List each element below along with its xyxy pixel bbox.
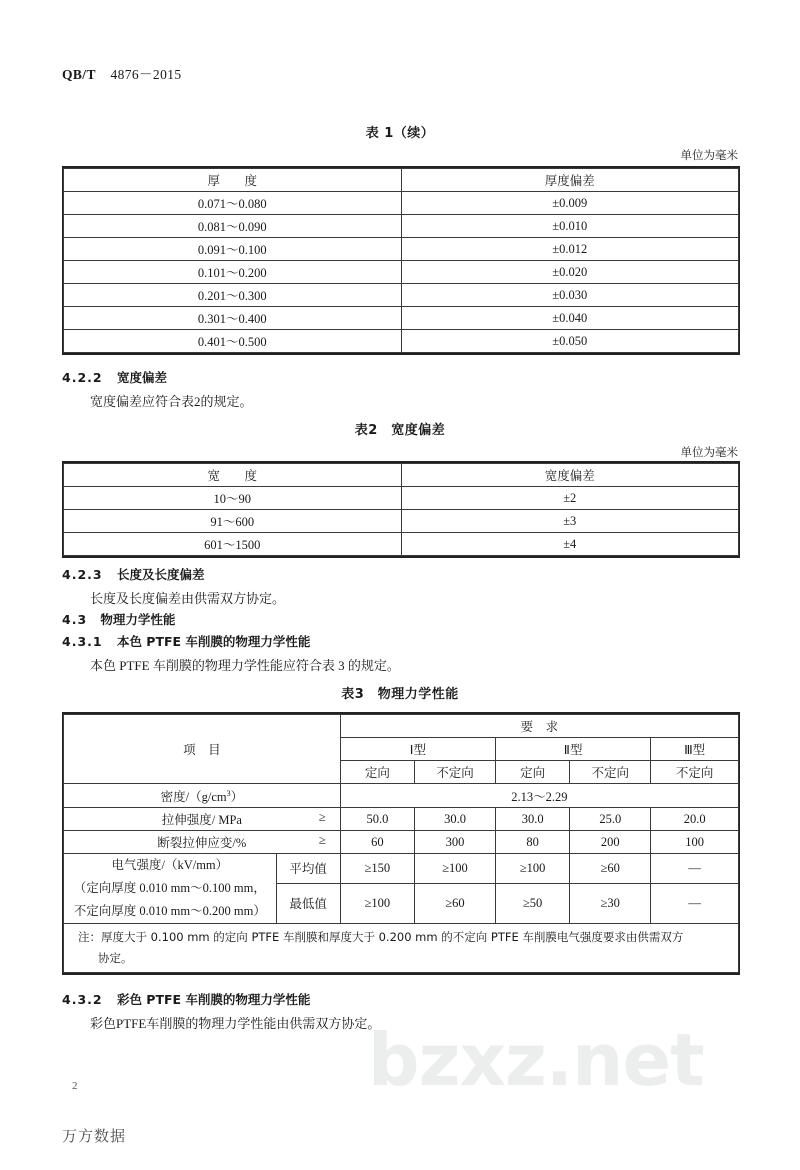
table3-sublabel-minimum: 最低值 <box>276 883 340 924</box>
table3-item-elongation <box>64 831 341 854</box>
table-row <box>64 784 739 808</box>
table3-value-density: 2.13～2.29 <box>340 784 738 808</box>
table3-cell-value: ≥60 <box>570 854 651 884</box>
table-row <box>64 487 739 510</box>
table3-electrical-line1: 电气强度/（kV/mm） <box>111 858 229 872</box>
table2-cell-tolerance: ±3 <box>401 510 739 533</box>
table3-cell-value: ≥150 <box>340 854 414 884</box>
table2-cell-width: 91～600 <box>64 510 402 533</box>
table1-cell-tolerance: ±0.012 <box>401 238 739 261</box>
table2-cell-width: 601～1500 <box>64 533 402 556</box>
table3-cell-value: ≥100 <box>340 883 414 924</box>
watermark-bzxz: bzxz.net <box>368 1018 704 1102</box>
section-4-2-2-body: 宽度偏差应符合表2的规定。 <box>90 394 253 409</box>
source-watermark: 万方数据 <box>62 1127 127 1145</box>
table1-header-row <box>64 169 739 192</box>
table3-item-density-label: 密度/（g/cm <box>160 789 227 804</box>
section-4-2-2-title: 宽度偏差 <box>116 370 167 385</box>
table3-header-row-1 <box>64 715 739 738</box>
section-4-2-2-number: 4.2.2 <box>62 370 103 385</box>
section-4-3-1-heading <box>62 632 310 650</box>
section-4-3-2-body: 彩色PTFE车削膜的物理力学性能由供需双方协定。 <box>90 1016 381 1031</box>
section-4-3-number: 4.3 <box>62 612 88 627</box>
table3-item-elongation-operator: ≥ <box>318 833 326 847</box>
table3-orientation: 定向 <box>496 761 570 784</box>
table3-cell-value: 25.0 <box>570 808 651 831</box>
table-row <box>64 238 739 261</box>
section-4-2-3-title: 长度及长度偏差 <box>116 567 205 582</box>
table1-cell-thickness: 0.401～0.500 <box>64 330 402 353</box>
table3-note-row <box>64 924 739 972</box>
table1-col-tolerance: 厚度偏差 <box>401 169 739 192</box>
table3-cell-value: 30.0 <box>415 808 496 831</box>
table3-type-1: Ⅰ型 <box>340 738 495 761</box>
table1 <box>62 166 740 355</box>
table3-electrical-line2: （定向厚度 0.010 mm～0.100 mm， <box>73 881 266 896</box>
section-4-3-2-number: 4.3.2 <box>62 992 103 1007</box>
table2-cell-width: 10～90 <box>64 487 402 510</box>
section-4-3-title: 物理力学性能 <box>100 612 176 627</box>
section-4-3-1-body: 本色 PTFE 车削膜的物理力学性能应符合表 3 的规定。 <box>90 658 400 673</box>
table-row <box>64 831 739 854</box>
table-row <box>64 284 739 307</box>
table2-col-tolerance: 宽度偏差 <box>401 464 739 487</box>
table3-note-line2: 协定。 <box>98 950 133 965</box>
table1-caption: 表 1（续） <box>365 126 435 141</box>
table1-cell-thickness: 0.201～0.300 <box>64 284 402 307</box>
standard-header <box>62 63 182 83</box>
table1-cell-tolerance: ±0.030 <box>401 284 739 307</box>
table2-col-width: 宽 度 <box>64 464 402 487</box>
table3-item-density <box>64 784 341 808</box>
table3-item-tensile-operator: ≥ <box>318 810 326 824</box>
table3-cell-value: 300 <box>415 831 496 854</box>
table3-cell-value: 20.0 <box>651 808 739 831</box>
table3-item-tensile-label: 拉伸强度/ MPa <box>161 813 242 827</box>
table3-electrical-line3: 不定向厚度 0.010 mm～0.200 mm） <box>73 904 266 919</box>
table3-cell-value: 80 <box>496 831 570 854</box>
table1-cell-thickness: 0.081～0.090 <box>64 215 402 238</box>
table1-cell-tolerance: ±0.020 <box>401 261 739 284</box>
section-4-3-1-title: 本色 PTFE 车削膜的物理力学性能 <box>116 634 311 649</box>
table3-type-3: Ⅲ型 <box>651 738 739 761</box>
table3-item-density-sup: 3 <box>226 788 231 798</box>
table-row <box>64 215 739 238</box>
table3-cell-value: ≥30 <box>570 883 651 924</box>
table2-cell-tolerance: ±4 <box>401 533 739 556</box>
table3-orientation: 不定向 <box>651 761 739 784</box>
table3-note <box>64 924 739 972</box>
table3-cell-value: — <box>651 883 739 924</box>
table3-cell-value: ≥60 <box>415 883 496 924</box>
table-row <box>64 510 739 533</box>
table3-note-line1: 注：厚度大于 0.100 mm 的定向 PTFE 车削膜和厚度大于 0.200 mm 的不定向 PTFE 车削膜电气强度要求由供需双方 <box>78 930 684 945</box>
table3-cell-value: 60 <box>340 831 414 854</box>
section-4-3-1-number: 4.3.1 <box>62 634 103 649</box>
section-4-3-heading <box>62 610 175 628</box>
table3-cell-value: 200 <box>570 831 651 854</box>
section-4-2-3-heading <box>62 565 204 583</box>
table1-col-thickness: 厚 度 <box>64 169 402 192</box>
table3-cell-value: 50.0 <box>340 808 414 831</box>
table3-cell-value: 30.0 <box>496 808 570 831</box>
page-number: 2 <box>72 1080 78 1092</box>
table-row <box>64 261 739 284</box>
table3-item-tensile <box>64 808 341 831</box>
table1-cell-thickness: 0.301～0.400 <box>64 307 402 330</box>
table1-cell-thickness: 0.091～0.100 <box>64 238 402 261</box>
table1-cell-thickness: 0.101～0.200 <box>64 261 402 284</box>
table3-orientation: 不定向 <box>570 761 651 784</box>
table1-cell-tolerance: ±0.050 <box>401 330 739 353</box>
standard-number: 4876－2015 <box>110 67 182 82</box>
table3-orientation: 定向 <box>340 761 414 784</box>
table3-caption: 表3 物理力学性能 <box>341 687 459 702</box>
table-row <box>64 192 739 215</box>
table3-cell-value: 100 <box>651 831 739 854</box>
table1-unit-note: 单位为毫米 <box>680 148 738 162</box>
section-4-3-2-heading <box>62 990 310 1008</box>
table3-cell-value: — <box>651 854 739 884</box>
table3-col-item: 项 目 <box>64 715 341 784</box>
section-4-2-3-body: 长度及长度偏差由供需双方协定。 <box>90 591 286 606</box>
table2-caption: 表2 宽度偏差 <box>354 423 446 438</box>
table1-cell-thickness: 0.071～0.080 <box>64 192 402 215</box>
table-row <box>64 808 739 831</box>
table3-orientation: 不定向 <box>415 761 496 784</box>
table-row <box>64 533 739 556</box>
standard-code: QB/T <box>62 67 96 82</box>
table3-item-electrical-strength <box>64 854 277 924</box>
table1-cell-tolerance: ±0.009 <box>401 192 739 215</box>
section-4-3-2-title: 彩色 PTFE 车削膜的物理力学性能 <box>116 992 311 1007</box>
table2-cell-tolerance: ±2 <box>401 487 739 510</box>
table1-cell-tolerance: ±0.040 <box>401 307 739 330</box>
table-row <box>64 854 739 884</box>
table3-cell-value: ≥100 <box>496 854 570 884</box>
table2-unit-note: 单位为毫米 <box>680 445 738 459</box>
table2 <box>62 461 740 558</box>
table3-col-requirement: 要 求 <box>340 715 738 738</box>
table-row <box>64 307 739 330</box>
table3 <box>62 712 740 975</box>
section-4-2-2-heading <box>62 368 167 386</box>
table3-cell-value: ≥50 <box>496 883 570 924</box>
table-row <box>64 330 739 353</box>
table3-cell-value: ≥100 <box>415 854 496 884</box>
table1-cell-tolerance: ±0.010 <box>401 215 739 238</box>
table3-sublabel-average: 平均值 <box>276 854 340 884</box>
table2-header-row <box>64 464 739 487</box>
table3-item-elongation-label: 断裂拉伸应变/% <box>157 836 247 850</box>
table3-item-density-tail: ） <box>230 789 244 804</box>
table3-type-2: Ⅱ型 <box>496 738 651 761</box>
section-4-2-3-number: 4.2.3 <box>62 567 103 582</box>
